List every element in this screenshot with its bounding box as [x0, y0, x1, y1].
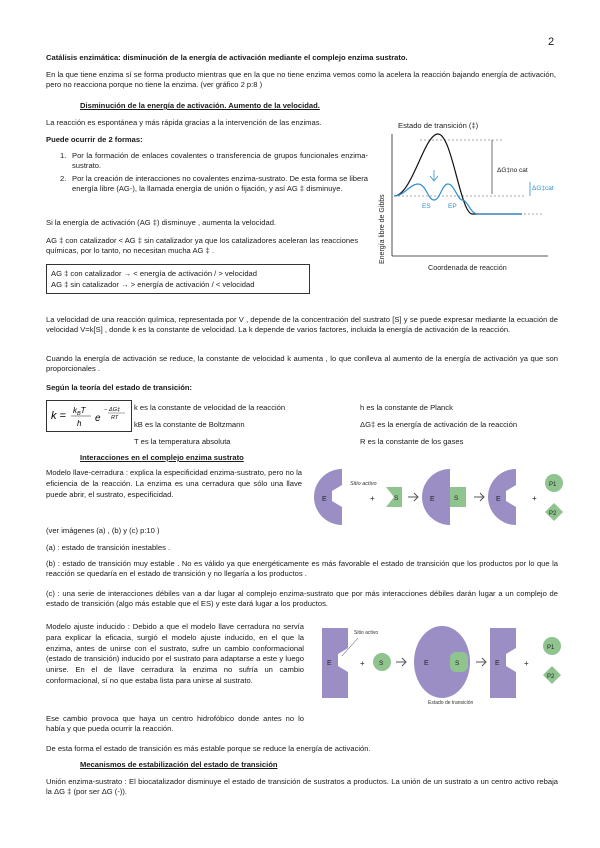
list-item	[46, 151, 368, 172]
enzyme-shape	[488, 469, 516, 525]
section1-list	[46, 151, 368, 195]
section3-p1: Unión enzima-sustrato : El biocatalizador disminuye el estado de transición de sustratos a productos. La unión de un sustrato a un centro activo rebaja la ΔG ‡ (por ser ΔG (-)).	[46, 777, 558, 797]
section1-heading: Disminución de la energía de activación. Aumento de la velocidad.	[80, 101, 320, 110]
product-2-label: P2	[547, 674, 555, 680]
legend-h: h es la constante de Planck	[360, 403, 453, 412]
arrow-right-icon	[396, 658, 406, 666]
legend-kb: kB es la constante de Boltzmann	[134, 420, 245, 429]
section3-heading: Mecanismos de estabilización del estado de transición	[80, 760, 278, 769]
section2-heading: Interacciones en el complejo enzima sustrato	[80, 453, 244, 462]
substrate-label: S	[379, 660, 384, 667]
substrate-label: S	[455, 660, 460, 667]
section1-p2: Puede ocurrir de 2 formas:	[46, 135, 143, 144]
induced-fit-diagram	[312, 622, 574, 714]
velocity-p2: Cuando la energía de activación se reduce, la constante de velocidad k aumenta , lo que conlleva al aumento de la energía de activación ya que son proporcionales .	[46, 354, 558, 374]
product-1-label: P1	[549, 482, 557, 488]
intro-title: Catálisis enzimática: disminución de la energía de activación mediante el complejo enzima sustrato.	[46, 53, 408, 62]
legend-r: R es la constante de los gases	[360, 437, 464, 446]
product-1-label: P1	[547, 645, 555, 651]
enzyme-label: E	[430, 496, 435, 503]
label-ep: EP	[448, 203, 457, 210]
list-number: 1.	[60, 151, 67, 160]
legend-dg: ΔG‡ es la energía de activación de la reacción	[360, 420, 518, 429]
lock-key-diagram	[310, 461, 576, 533]
svg-text:h: h	[77, 419, 82, 428]
section1-p1: La reacción es espontánea y más rápida gracias a la intervención de las enzimas.	[46, 118, 322, 127]
svg-text:k =: k =	[51, 410, 66, 422]
page-number: 2	[548, 36, 555, 48]
graph-xlabel: Coordenada de reacción	[428, 263, 507, 272]
box-line-2: AG ‡ sin catalizador → > energía de activación / < velocidad	[51, 280, 255, 289]
svg-text:ΔG‡: ΔG‡	[109, 407, 121, 413]
enzyme-label: E	[496, 496, 501, 503]
energy-diagram	[372, 114, 560, 290]
induced-fit-text: Modelo ajuste inducido : Debido a que el modelo llave cerradura no servía para explicar la eficacia, surgió el modelo ajuste inducido, en el que la enzima, antes de unirse con el sustrato, sufre un cambio conformacional (estado de transición) inducido por el sustrato para adaptarse a este y luego unirse. En el de llave cerradura la enzima no sufría un cambio conformacional, sí no que estaba lista para unirse al sustrato.	[46, 622, 304, 685]
plus-sign: +	[524, 659, 529, 668]
section1-p4: AG ‡ con catalizador < AG ‡ sin catalizador ya que los catalizadores aceleran las reacciones químicas, por lo tanto, no necesitan mucha AG ‡ .	[46, 236, 359, 256]
substrate-label: S	[454, 495, 459, 502]
velocity-p3: Según la teoría del estado de transición:	[46, 383, 193, 392]
arrow-right-icon	[476, 658, 486, 666]
legend-k: k es la constante de velocidad de la reacción	[134, 403, 286, 412]
enzyme-label: E	[322, 496, 327, 503]
active-site-label: Sitio activo	[354, 630, 379, 636]
svg-text:e: e	[95, 413, 101, 424]
svg-text:kBT: $k_BT$	[73, 406, 86, 417]
enzyme-label: E	[424, 660, 429, 667]
catalyzed-curve	[394, 184, 522, 214]
case-c: (c) : una serie de interacciones débiles van a dar lugar al complejo enzima-sustrato que por más interacciones débiles darán lugar a un complejo de estado de transición (algo más estable que el ES) y este dará lugar a los productos.	[46, 589, 558, 609]
intro-paragraph: En la que tiene enzima sí se forma producto mientras que en la que no tiene enzima vemos como la acelera la reacción bajando energía de activación, pero no reacciona porque no tiene la enzima. (ver gráfico 2 p:8 )	[46, 70, 556, 90]
label-uncat: ΔG‡no cat	[497, 167, 528, 174]
legend-t: T es la temperatura absoluta	[134, 437, 231, 446]
case-b: (b) : estado de transición muy estable . No es válido ya que energéticamente es más favorable el estado de transición que los productos por lo que la reacción se quedaría en el estado de transición y no llegaría a los productos .	[46, 559, 558, 579]
enzyme-substrate-complex	[422, 469, 450, 525]
label-es: ES	[422, 203, 431, 210]
see-images: (ver imágenes (a) , (b) y (c) p:10 )	[46, 526, 160, 535]
arrow-right-icon	[408, 493, 418, 501]
product-2-label: P2	[549, 511, 557, 517]
active-site-label: Sitio activo	[350, 481, 377, 487]
transition-label: Estado de transición	[428, 700, 474, 706]
hydrophobic-text: Ese cambio provoca que haya un centro hidrofóbico donde antes no lo había y que pueda ocurrir la reacción.	[46, 714, 304, 734]
list-text: Por la formación de enlaces covalentes o transferencia de grupos funcionales enzima-sustrato.	[72, 151, 368, 171]
eyring-equation	[46, 400, 132, 432]
lock-key-text: Modelo llave-cerradura : explica la especificidad enzima-sustrato, pero no la eficiencia de la reacción. La enzima es una cerradura que sólo una llave puede abrir, el sustrato, especificidad.	[46, 468, 302, 499]
case-a: (a) : estado de transición inestables .	[46, 543, 171, 552]
section1-p3: Si la energía de activación (AG ‡) disminuye , aumenta la velocidad.	[46, 218, 277, 227]
enzyme-shape	[490, 628, 516, 698]
box-line-1: AG ‡ con catalizador → < energía de activación / > velocidad	[51, 269, 257, 278]
list-number: 2.	[60, 173, 67, 183]
svg-text:−: −	[104, 407, 108, 413]
enzyme-shape	[322, 628, 348, 698]
enzyme-shape	[314, 469, 342, 525]
graph-ylabel: Energía libre de Gibbs	[379, 194, 386, 264]
enzyme-label: E	[327, 660, 332, 667]
plus-sign: +	[532, 494, 537, 503]
stability-text: De esta forma el estado de transición es más estable porque se reduce la energía de activación.	[46, 744, 371, 753]
list-item	[46, 174, 368, 195]
velocity-p1: La velocidad de una reacción química, representada por V , depende de la concentración del sustrato [S] y se puede expresar mediante la ecuación de velocidad V=k[S] , donde k es la constante de velocidad. La k depende de varios factores, incluida la energía de activación de la reacción.	[46, 315, 558, 335]
arrow-right-icon	[474, 493, 484, 501]
substrate-label: S	[394, 495, 399, 502]
comparison-box	[46, 264, 310, 294]
enzyme-label: E	[495, 660, 500, 667]
graph-title: Estado de transición (‡)	[398, 121, 479, 130]
plus-sign: +	[360, 659, 365, 668]
list-text: Por la creación de interacciones no covalentes enzima-sustrato. De esta forma se libera energía libre (AG-), la llamada energía de unión o fijación, y así AG ‡ disminuye.	[72, 173, 368, 194]
uncatalyzed-curve	[394, 134, 522, 214]
label-cat: ΔG‡cat	[532, 185, 554, 192]
plus-sign: +	[370, 494, 375, 503]
svg-text:RT: RT	[111, 415, 119, 421]
down-arrow-icon	[430, 170, 438, 181]
